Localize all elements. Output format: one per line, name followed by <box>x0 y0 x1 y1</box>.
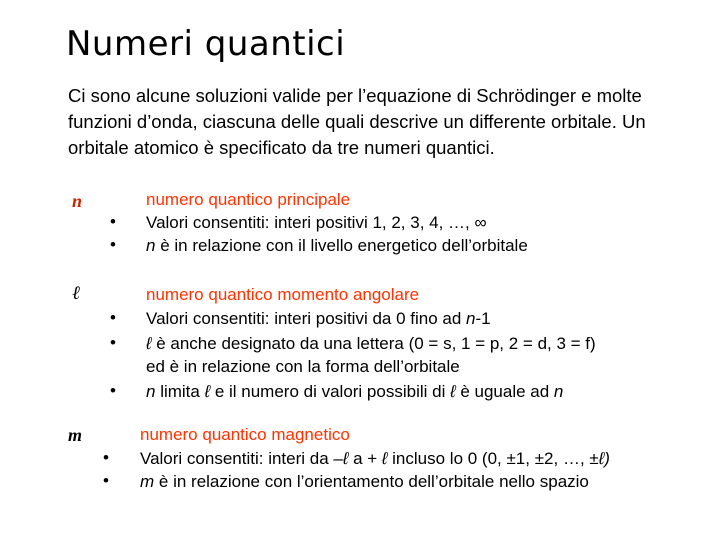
m-item-1-s2: ℓ <box>381 449 388 468</box>
l-item-1-end: -1 <box>475 309 491 328</box>
l-item-3-t1: limita <box>155 382 205 401</box>
m-heading: numero quantico magnetico <box>140 425 350 444</box>
m-item-2 <box>140 471 589 493</box>
m-item-1-t3: incluso lo 0 (0, ±1, ±2, …, ± <box>387 449 599 468</box>
l-item-2-continuation: ed è in relazione con la forma dell’orbitale <box>146 357 460 376</box>
n-symbol: n <box>72 191 83 211</box>
m-item-2-text: è in relazione con l’orientamento dell’orbitale nello spazio <box>154 472 589 491</box>
l-item-2 <box>146 333 596 355</box>
l-item-1-symbol: n <box>466 309 476 328</box>
n-bullet-2: • <box>110 235 116 254</box>
l-item-3-t2: e il numero di valori possibili di <box>210 382 451 401</box>
slide-title: Numeri quantici <box>66 24 346 64</box>
n-item-1: Valori consentiti: interi positivi 1, 2, 3, 4, …, ∞ <box>146 213 487 232</box>
m-item-1 <box>140 448 610 470</box>
m-item-1-t2: a + <box>348 449 382 468</box>
l-bullet-3: • <box>110 381 116 400</box>
l-item-3-sym-l2: ℓ <box>450 382 456 401</box>
l-item-1-text: Valori consentiti: interi positivi da 0 fino ad <box>146 309 467 328</box>
n-heading: numero quantico principale <box>146 190 351 209</box>
l-symbol: ℓ <box>72 283 80 304</box>
l-item-2-symbol: ℓ <box>146 334 152 353</box>
m-symbol: m <box>68 425 83 445</box>
l-heading: numero quantico momento angolare <box>146 285 420 304</box>
n-item-2-symbol: n <box>146 236 156 255</box>
m-item-1-t1: Valori consentiti: interi da – <box>140 449 343 468</box>
l-item-3-sym-n2: n <box>553 382 564 401</box>
m-item-1-s3: ℓ) <box>598 449 610 468</box>
m-bullet-2: • <box>103 471 109 490</box>
m-bullet-1: • <box>103 448 109 467</box>
l-item-3-t3: è uguale ad <box>455 382 554 401</box>
intro-paragraph: Ci sono alcune soluzioni valide per l’equazione di Schrödinger e molte funzioni d’onda, ciascuna delle quali descrive un differente orbitale. Un orbitale atomico è specificato da tre numeri quantici. <box>68 85 646 158</box>
n-bullet-1: • <box>110 212 116 231</box>
l-item-3-sym-n: n <box>146 382 156 401</box>
l-item-1 <box>146 308 491 330</box>
l-bullet-2: • <box>110 333 116 352</box>
n-item-2 <box>146 235 528 257</box>
l-item-2-text: è anche designato da una lettera (0 = s, 1 = p, 2 = d, 3 = f) <box>151 334 596 353</box>
l-item-3-sym-l1: ℓ <box>204 382 211 401</box>
l-item-3 <box>146 381 563 403</box>
l-bullet-1: • <box>110 308 116 327</box>
m-item-1-s1: ℓ <box>342 449 349 468</box>
m-item-2-symbol: m <box>140 472 155 491</box>
n-item-2-text: è in relazione con il livello energetico dell’orbitale <box>155 236 528 255</box>
